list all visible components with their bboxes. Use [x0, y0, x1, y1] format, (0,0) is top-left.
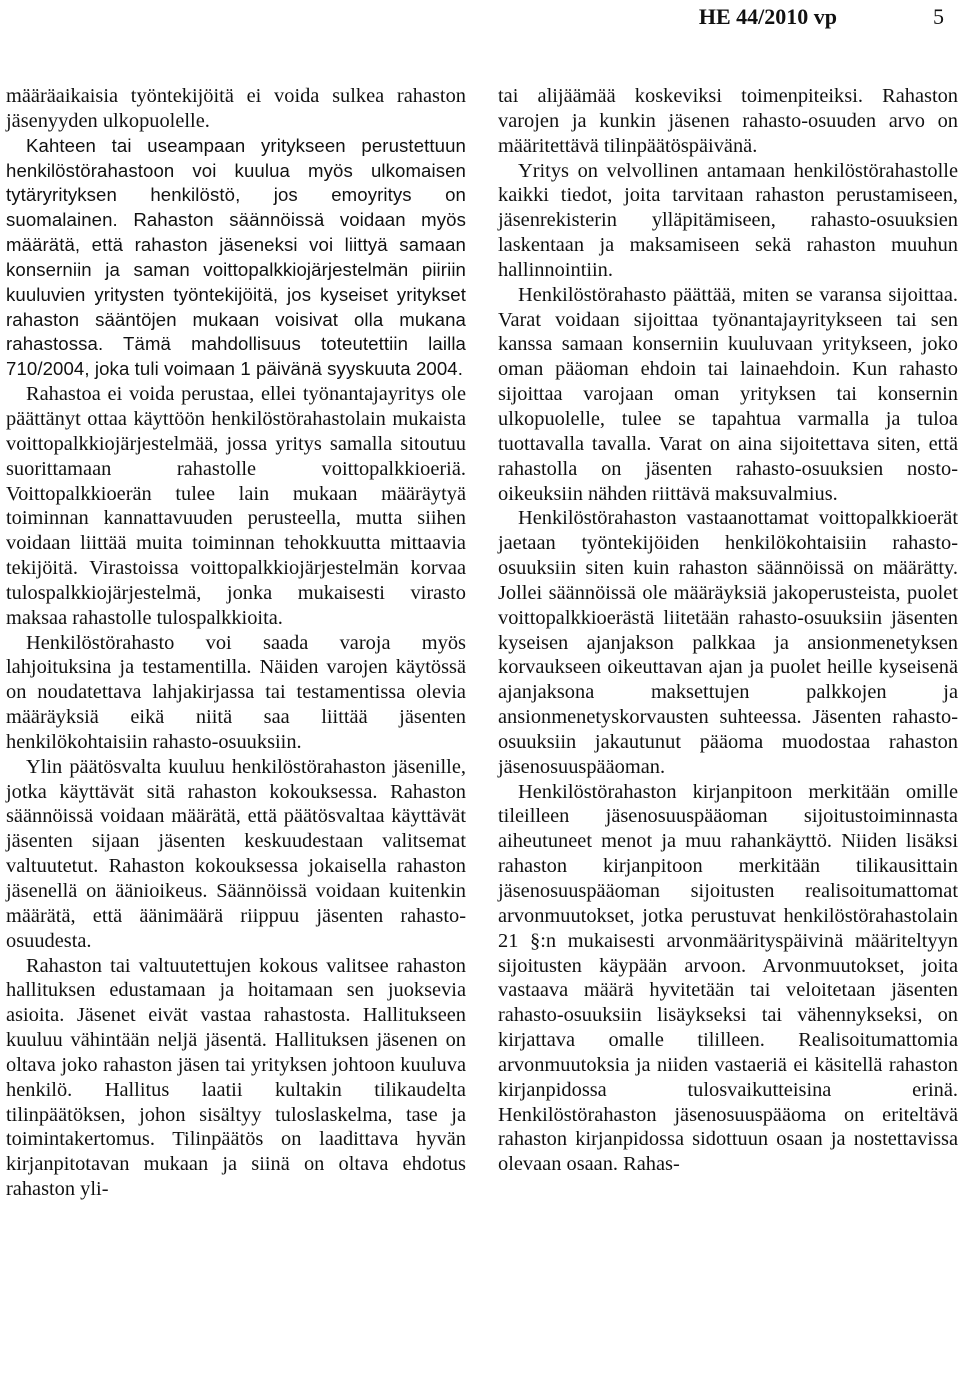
left-column — [6, 84, 466, 1202]
paragraph: Rahastoa ei voida perustaa, ellei työnantajayritys ole päättänyt ottaa käyttöön henkilöstörahastolain mukaista voittopalkkiojärjestelmää, jossa yritys samalla sitoutuu suorittamaan rahastolle voittopalkkioeriä. Voittopalkkioerän tulee lain mukaan määräytyä toiminnan kannattavuuden perusteella, mutta siihen voidaan liittää muita toiminnan tehokkuutta mittaavia tekijöitä. Virastoissa voittopalkkiojärjestelmän korvaa tulospalkkiojärjestelmä, jonka mukaisesti virasto maksaa rahastolle tulospalkkioita. — [6, 383, 466, 629]
paragraph: Henkilöstörahasto voi saada varoja myös lahjoituksina ja testamentilla. Näiden varojen käytössä on noudatettava lahjakirjassa tai testamentissa olevia määräyksiä eikä niitä saa liittää jäsenten henkilökohtaisiin rahasto-osuuksiin. — [6, 631, 466, 753]
page-number: 5 — [933, 4, 944, 29]
paragraph: Henkilöstörahaston vastaanottamat voittopalkkioerät jaetaan työntekijöiden henkilökohtaisiin rahasto-osuuksiin siten kuin rahaston säännöissä on määrätty. Jollei säännöissä ole määräyksiä jakoperusteista, puolet voittopalkkioerästä liitetään rahasto-osuuksiin jäsenten kyseisen ajanjakson palkkaa ja ansionmenetyksen korvaukseen oikeuttavan ajan ja puolet heille kyseisenä ajanjaksona maksettujen palkkojen ja ansionmenetyskorvausten suhteessa. Jäsenten rahasto-osuuksiin jakautunut pääoma muodostaa rahaston jäsenosuuspääoman. — [498, 507, 958, 778]
document-id: HE 44/2010 vp — [698, 4, 837, 29]
page-header — [344, 4, 944, 30]
right-column — [498, 84, 958, 1177]
paragraph: Henkilöstörahaston kirjanpitoon merkitään omille tileilleen jäsenosuuspääoman sijoitustoiminnasta aiheutuneet menot ja muu rahankäyttö. Niiden lisäksi rahaston kirjanpitoon merkitään tilikausittain jäsenosuuspääoman sijoitusten realisoitumattomat arvonmuutokset, jotka perustuvat henkilöstörahastolain 21 §:n mukaisesti arvonmäärityspäivinä määriteltyyn sijoitusten käypään arvoon. Arvonmuutokset, joita vastaava määrä hyvitetään tai veloitetaan jäsenten rahasto-osuuksiin lisäykseksi tai vähennykseksi, on kirjattava omalle tililleen. Realisoitumattomia arvonmuutoksia ja niiden vastaeriä ei käsitellä rahaston kirjanpidossa tulosvaikutteisina erinä. Henkilöstörahaston jäsenosuuspääoma on eriteltävä rahaston kirjanpidossa sidottuun osaan ja nostettavissa olevaan osaan. Rahas- — [498, 780, 958, 1176]
paragraph: tai alijäämää koskeviksi toimenpiteiksi. Rahaston varojen ja kunkin jäsenen rahasto-osuuden arvo on määritettävä tilinpäätöspäivänä. — [498, 85, 958, 157]
paragraph: Henkilöstörahasto päättää, miten se varansa sijoittaa. Varat voidaan sijoittaa työnantajayritykseen tai sen kanssa samaan konserniin kuuluvaan yritykseen, joko oman pääoman ehdoin tai lainaehdoin. Kun rahasto sijoittaa varojaan oman yrityksen tai konsernin ulkopuolelle, tulee se tapahtua varmalla ja tuloa tuottavalla tavalla. Varat on aina sijoitettava siten, että rahastolla on jäsenten rahasto-osuuksien nosto-oikeuksiin nähden riittävä maksuvalmius. — [498, 283, 958, 505]
paragraph: Rahaston tai valtuutettujen kokous valitsee rahaston hallituksen edustamaan ja hoitamaan sen juoksevia asioita. Jäsenet eivät vastaa rahastosta. Hallitukseen kuuluu vähintään neljä jäsentä. Hallituksen jäsenen on oltava joko rahaston jäsen tai yrityksen johtoon kuuluva henkilö. Hallitus laatii kultakin tilikaudelta tilinpäätöksen, johon sisältyy tuloslaskelma, tase ja toimintakertomus. Tilinpäätös on laadittava hyvän kirjanpitotavan mukaan ja siinä on oltava ehdotus rahaston yli- — [6, 954, 466, 1201]
paragraph: Ylin päätösvalta kuuluu henkilöstörahaston jäsenille, jotka käyttävät sitä rahaston kokouksessa. Rahaston säännöissä voidaan määrätä, että päätösvaltaa käyttävät jäsenten sijaan jäsenten keskuudestaan valitsemat valtuutetut. Rahaston kokouksessa jokaisella rahaston jäsenellä on äänioikeus. Säännöissä voidaan kuitenkin määrätä, että äänimäärä riippuu jäsenten rahasto-osuudesta. — [6, 755, 466, 952]
paragraph: Kahteen tai useampaan yritykseen perustettuun henkilöstörahastoon voi kuulua myös ulkomaisen tytäryrityksen henkilöstö, jos emoyritys on suomalainen. Rahaston säännöissä voidaan myös määrätä, että rahaston jäseneksi voi liittyä samaan konserniin ja saman voittopalkkiojärjestelmän piiriin kuuluvien yritysten työntekijöitä, jos kyseiset yritykset rahaston sääntöjen mukaan voisivat olla mukana rahastossa. Tämä mahdollisuus toteutettiin lailla 710/2004, joka tuli voimaan 1 päivänä syyskuuta 2004. — [6, 134, 466, 380]
paragraph: määräaikaisia työntekijöitä ei voida sulkea rahaston jäsenyyden ulkopuolelle. — [6, 85, 466, 132]
paragraph: Yritys on velvollinen antamaan henkilöstörahastolle kaikki tiedot, joita tarvitaan rahaston perustamiseen, jäsenrekisterin ylläpitämiseen, rahasto-osuuksien laskentaan ja maksamiseen sekä rahaston muuhun hallinnointiin. — [498, 159, 958, 281]
